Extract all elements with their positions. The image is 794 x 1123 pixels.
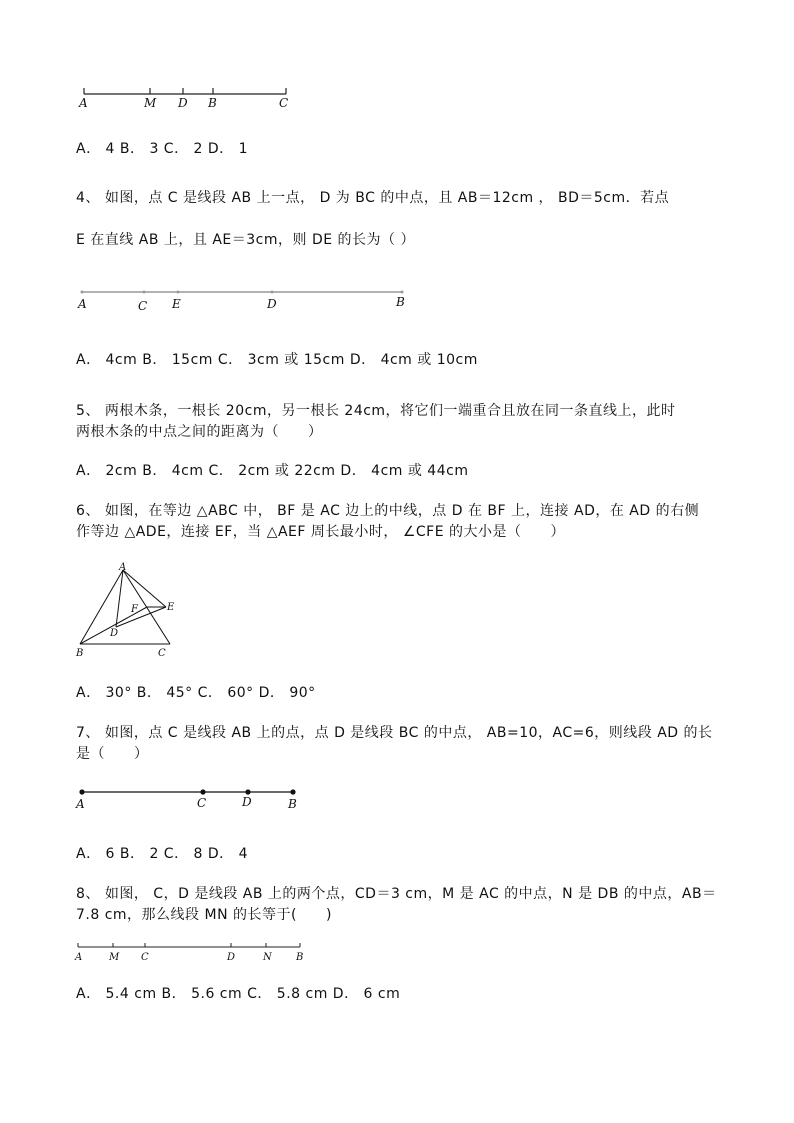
q7-label-d: D [242, 795, 252, 809]
q6-label-c: C [158, 648, 166, 659]
q8-question-line1: 8、 如图， C，D 是线段 AB 上的两个点，CD＝3 cm，M 是 AC 的中点，N 是 DB 的中点，AB＝ [76, 886, 717, 902]
q6-question-line2: 作等边 △ADE，连接 EF，当 △AEF 周长最小时， ∠CFE 的大小是（ ） [76, 524, 566, 540]
q7-label-c: C [197, 796, 207, 810]
q8-question-line2: 7.8 cm，那么线段 MN 的长等于( ) [76, 907, 332, 923]
q6-label-f: F [131, 604, 138, 615]
q8-label-c: C [141, 952, 149, 963]
q8-label-d: D [227, 952, 236, 963]
q7-question-line1: 7、 如图，点 C 是线段 AB 上的点，点 D 是线段 BC 的中点， AB=10，AC=6，则线段 AD 的长 [76, 725, 713, 741]
q8-label-a: A [75, 952, 83, 963]
q5-question-line1: 5、 两根木条，一根长 20cm，另一根长 24cm，将它们一端重合且放在同一条直线上，此时 [76, 403, 676, 419]
q3-label-a: A [79, 96, 88, 110]
q4-label-e: E [172, 297, 181, 311]
q4-options: A． 4cm B． 15cm C． 3cm 或 15cm D． 4cm 或 10cm [76, 352, 478, 368]
q3-label-d: D [178, 96, 188, 110]
q6-question-line1: 6、 如图，在等边 △ABC 中， BF 是 AC 边上的中线，点 D 在 BF 上，连接 AD，在 AD 的右侧 [76, 503, 700, 519]
q6-label-e: E [167, 602, 175, 613]
q6-triangle-figure [72, 560, 182, 660]
q5-question-line2: 两根木条的中点之间的距离为（ ） [76, 424, 323, 440]
q7-segment-figure [74, 784, 306, 812]
q7-question-line2: 是（ ） [76, 746, 149, 762]
q7-options: A． 6 B． 2 C． 8 D． 4 [76, 846, 249, 862]
q8-options: A． 5.4 cm B． 5.6 cm C． 5.8 cm D． 6 cm [76, 986, 401, 1002]
q4-label-a: A [78, 297, 87, 311]
q3-options: A． 4 B． 3 C． 2 D． 1 [76, 141, 249, 157]
q4-label-d: D [267, 297, 277, 311]
q6-options: A． 30° B． 45° C． 60° D． 90° [76, 685, 316, 701]
q6-label-a: A [119, 562, 127, 573]
q3-label-b: B [208, 96, 217, 110]
q4-question-line1: 4、 如图，点 C 是线段 AB 上一点， D 为 BC 的中点，且 AB＝12cm ， BD＝5cm．若点 [76, 190, 670, 206]
q7-label-b: B [288, 797, 297, 811]
q4-label-c: C [138, 299, 148, 313]
q3-label-c: C [279, 96, 289, 110]
q3-segment-figure [76, 82, 300, 110]
q4-label-b: B [396, 295, 405, 309]
q8-label-m: M [109, 952, 120, 963]
q8-segment-figure [74, 940, 306, 966]
q8-label-b: B [296, 952, 304, 963]
q8-label-n: N [263, 952, 272, 963]
q4-segment-figure [76, 283, 412, 313]
q4-question-line2: E 在直线 AB 上，且 AE＝3cm，则 DE 的长为（ ） [76, 232, 415, 248]
q6-label-b: B [76, 648, 84, 659]
q7-label-a: A [76, 797, 85, 811]
q5-options: A． 2cm B． 4cm C． 2cm 或 22cm D． 4cm 或 44cm [76, 463, 469, 479]
q6-label-d: D [110, 628, 119, 639]
q3-label-m: M [144, 96, 157, 110]
